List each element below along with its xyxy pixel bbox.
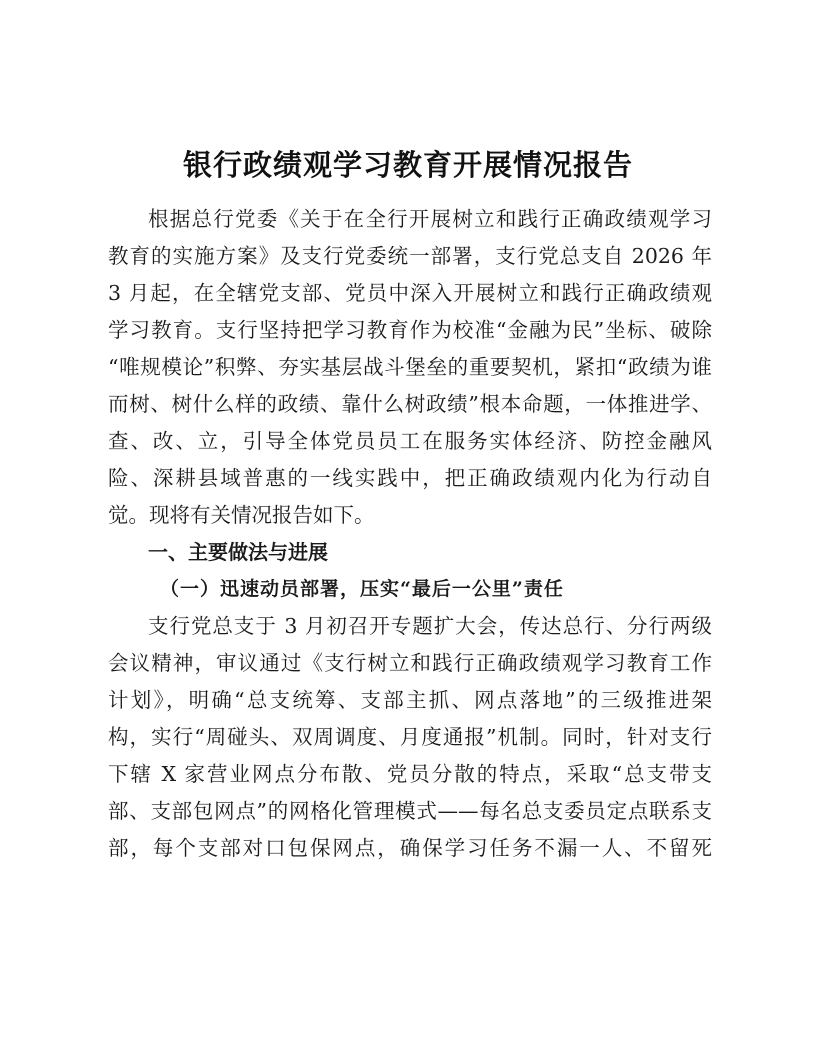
- paragraph-line: 觉。现将有关情况报告如下。: [108, 503, 375, 527]
- paragraph-line: 部，每个支部对口包保网点，确保学习任务不漏一人、不留死: [108, 836, 712, 860]
- paragraph-line: 险、深耕县域普惠的一线实践中，把正确政绩观内化为行动自: [108, 466, 712, 490]
- paragraph-line: “唯规模论”积弊、夯实基层战斗堡垒的重要契机，紧扣“政绩为谁: [108, 355, 712, 379]
- subsection-heading: （一）迅速动员部署，压实“最后一公里”责任: [160, 578, 564, 600]
- paragraph-line: 会议精神，审议通过《支行树立和践行正确政绩观学习教育工作: [108, 651, 712, 675]
- paragraph-line: 部、支部包网点”的网格化管理模式——每名总支委员定点联系支: [108, 799, 712, 823]
- section-heading: 一、主要做法与进展: [148, 540, 328, 564]
- paragraph-line: 计划》，明确“总支统筹、支部主抓、网点落地”的三级推进架: [108, 688, 712, 712]
- paragraph-line: 3 月起，在全辖党支部、党员中深入开展树立和践行正确政绩观: [108, 281, 712, 305]
- paragraph-line: 构，实行“周碰头、双周调度、月度通报”机制。同时，针对支行: [108, 725, 712, 749]
- paragraph-line: 支行党总支于 3 月初召开专题扩大会，传达总行、分行两级: [148, 614, 712, 638]
- paragraph-line: 查、改、立，引导全体党员员工在服务实体经济、防控金融风: [108, 429, 712, 453]
- paragraph-line: 学习教育。支行坚持把学习教育作为校准“金融为民”坐标、破除: [108, 318, 712, 342]
- paragraph-line: 而树、树什么样的政绩、靠什么树政绩”根本命题，一体推进学、: [108, 392, 712, 416]
- document-title: 银行政绩观学习教育开展情况报告: [182, 148, 633, 182]
- paragraph-line: 根据总行党委《关于在全行开展树立和践行正确政绩观学习: [148, 207, 712, 231]
- paragraph-line: 下辖 X 家营业网点分布散、党员分散的特点，采取“总支带支: [108, 762, 712, 786]
- paragraph-line: 教育的实施方案》及支行党委统一部署，支行党总支自 2026 年: [108, 244, 712, 268]
